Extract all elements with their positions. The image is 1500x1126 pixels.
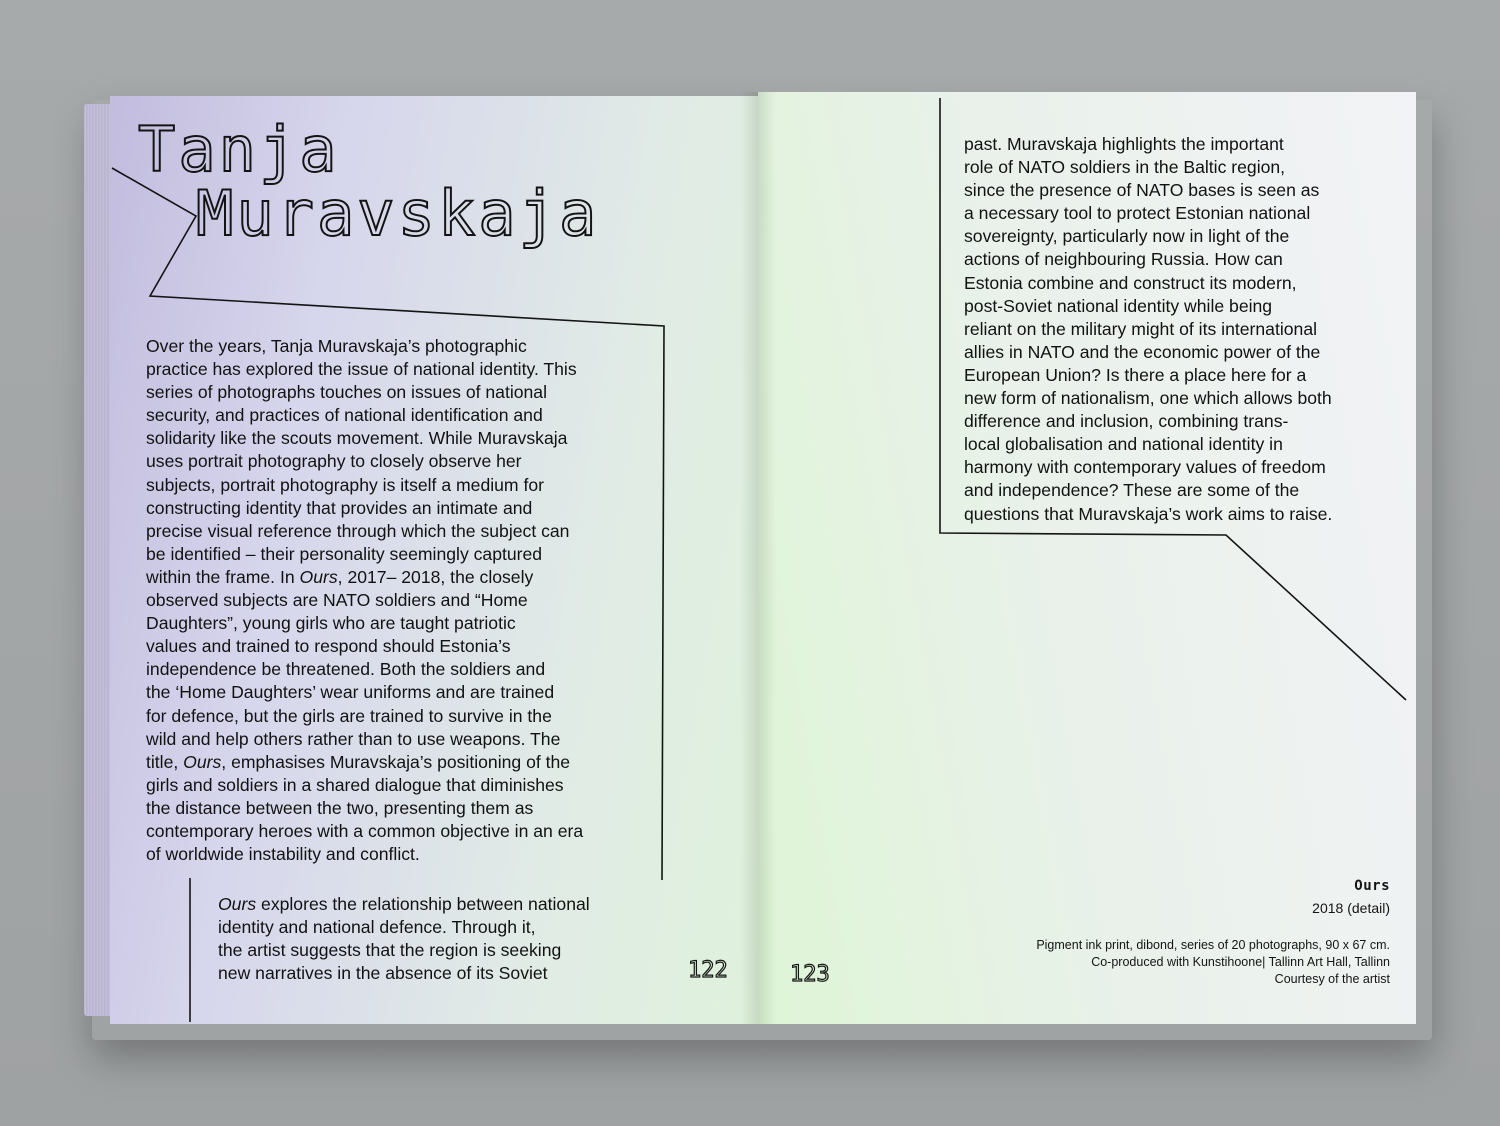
caption-medium: Pigment ink print, dibond, series of 20 photographs, 90 x 67 cm.	[1036, 938, 1390, 952]
text-line: constructing identity that provides an intimate and	[146, 497, 533, 518]
text-line: new narratives in the absence of its Soviet	[218, 963, 548, 984]
text-line: subjects, portrait photography is itself a medium for	[146, 474, 544, 495]
text-line: the ‘Home Daughters’ wear uniforms and are trained	[146, 682, 555, 703]
text-line: role of NATO soldiers in the Baltic region,	[964, 157, 1286, 178]
text-line: a necessary tool to protect Estonian national	[964, 203, 1311, 224]
text-line: identity and national defence. Through it,	[218, 917, 536, 938]
text-line: values and trained to respond should Estonia’s	[146, 636, 511, 657]
author-name-last: Muravskaja	[196, 177, 600, 250]
work-title-italic: Ours	[299, 566, 338, 587]
text-line: uses portrait photography to closely observe her	[146, 451, 522, 472]
work-title-italic: Ours	[183, 751, 222, 772]
text-line: of worldwide instability and conflict.	[146, 844, 420, 865]
text-line: local globalisation and national identity in	[964, 434, 1283, 455]
text-line: Over the years, Tanja Muravskaja’s photographic	[146, 336, 527, 356]
caption-credit: Courtesy of the artist	[1274, 972, 1390, 986]
page-number-right: 123	[790, 962, 830, 987]
page-number-left: 122	[688, 958, 728, 983]
work-title-italic: Ours	[218, 894, 257, 914]
text-line: actions of neighbouring Russia. How can	[964, 249, 1283, 270]
text-fragment: , emphasises Muravskaja’s positioning of the	[221, 751, 571, 772]
caption-coproduction: Co-produced with Kunstihoone| Tallinn Art Hall, Tallinn	[1091, 955, 1390, 969]
text-line: for defence, but the girls are trained to survive in the	[146, 705, 552, 726]
text-line: sovereignty, particularly now in light of the	[964, 226, 1290, 247]
text-line: the artist suggests that the region is seeking	[218, 940, 562, 961]
text-line: contemporary heroes with a common objective in an era	[146, 820, 584, 841]
text-line: independence be threatened. Both the soldiers and	[146, 659, 546, 680]
text-line: allies in NATO and the economic power of the	[964, 341, 1321, 362]
text-fragment: title,	[146, 751, 184, 772]
text-fragment: within the frame. In	[146, 566, 300, 587]
text-line: new form of nationalism, one which allows both	[964, 388, 1332, 409]
text-line: practice has explored the issue of national identity. This	[146, 359, 577, 380]
text-line: be identified – their personality seemingly captured	[146, 543, 543, 564]
text-fragment: , 2017– 2018, the closely	[337, 566, 534, 587]
caption-work-title: Ours	[1354, 878, 1390, 894]
text-line: girls and soldiers in a shared dialogue that diminishes	[146, 774, 564, 795]
text-line: observed subjects are NATO soldiers and “Home	[146, 590, 528, 611]
text-line: solidarity like the scouts movement. While Muravskaja	[146, 428, 568, 449]
text-line: European Union? Is there a place here for a	[964, 364, 1307, 385]
text-fragment: explores the relationship between national	[256, 894, 590, 914]
text-line: the distance between the two, presenting them as	[146, 797, 534, 818]
text-line: security, and practices of national identification and	[146, 405, 543, 426]
text-line: post-Soviet national identity while being	[964, 295, 1273, 316]
text-line: Estonia combine and construct its modern,	[964, 272, 1297, 293]
text-line: reliant on the military might of its international	[964, 318, 1318, 339]
caption-year: 2018 (detail)	[1312, 900, 1390, 916]
text-line: difference and inclusion, combining trans-	[964, 411, 1289, 432]
text-line: past. Muravskaja highlights the important	[964, 134, 1284, 154]
text-line: Daughters”, young girls who are taught patriotic	[146, 613, 516, 634]
text-line: series of photographs touches on issues of national	[146, 382, 548, 403]
text-line: precise visual reference through which the subject can	[146, 520, 570, 541]
text-line: since the presence of NATO bases is seen as	[964, 180, 1320, 201]
text-line	[146, 751, 646, 774]
continuation-text-block	[218, 893, 648, 985]
text-line	[146, 566, 646, 589]
main-text-block	[146, 335, 646, 866]
author-name-first: Tanja	[138, 113, 340, 186]
text-line: wild and help others rather than to use weapons. The	[146, 728, 561, 749]
text-line: harmony with contemporary values of freedom	[964, 457, 1326, 478]
text-line	[218, 893, 648, 916]
right-text-block	[964, 133, 1384, 526]
text-line: and independence? These are some of the	[964, 480, 1300, 501]
text-line: questions that Muravskaja’s work aims to raise.	[964, 503, 1333, 524]
